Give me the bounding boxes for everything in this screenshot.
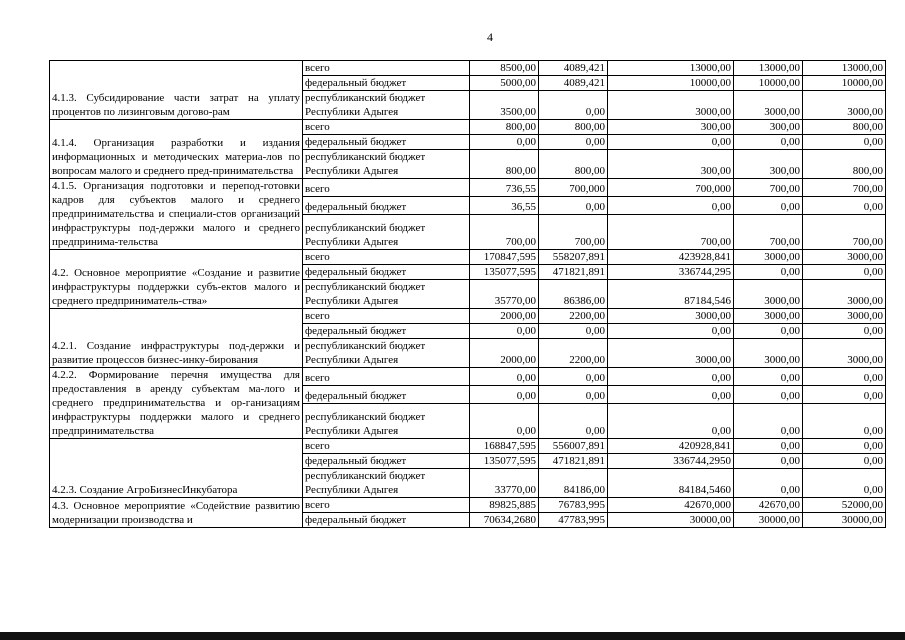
amount-cell: 3000,00 xyxy=(734,91,803,120)
amount-cell: 0,00 xyxy=(803,368,886,386)
program-name-cell: 4.1.3. Субсидирование части затрат на уплату процентов по лизинговым догово-рам xyxy=(50,61,303,120)
amount-cell: 135077,595 xyxy=(470,454,539,469)
funding-source-cell: федеральный бюджет xyxy=(303,76,470,91)
funding-source-cell: федеральный бюджет xyxy=(303,265,470,280)
amount-cell: 52000,00 xyxy=(803,498,886,513)
amount-cell: 3000,00 xyxy=(803,339,886,368)
amount-cell: 4089,421 xyxy=(539,61,608,76)
program-name-cell: 4.1.5. Организация подготовки и перепод-готовки кадров для субъектов малого и среднего предпринимательства и специали-стов организаций инфраструктуры под-держки малого и среднего предпринима-тельства xyxy=(50,179,303,250)
amount-cell: 0,00 xyxy=(539,197,608,215)
amount-cell: 0,00 xyxy=(803,386,886,404)
amount-cell: 8500,00 xyxy=(470,61,539,76)
amount-cell: 0,00 xyxy=(539,368,608,386)
funding-source-cell: федеральный бюджет xyxy=(303,513,470,528)
amount-cell: 89825,885 xyxy=(470,498,539,513)
program-name-cell: 4.3. Основное мероприятие «Содействие развитию модернизации производства и xyxy=(50,498,303,528)
amount-cell: 0,00 xyxy=(734,135,803,150)
amount-cell: 10000,00 xyxy=(803,76,886,91)
amount-cell: 33770,00 xyxy=(470,469,539,498)
funding-source-cell: всего xyxy=(303,250,470,265)
amount-cell: 30000,00 xyxy=(803,513,886,528)
amount-cell: 3000,00 xyxy=(803,91,886,120)
amount-cell: 700,000 xyxy=(539,179,608,197)
amount-cell: 3000,00 xyxy=(734,280,803,309)
amount-cell: 471821,891 xyxy=(539,454,608,469)
amount-cell: 0,00 xyxy=(803,135,886,150)
amount-cell: 0,00 xyxy=(608,135,734,150)
amount-cell: 300,00 xyxy=(734,120,803,135)
amount-cell: 0,00 xyxy=(803,439,886,454)
amount-cell: 0,00 xyxy=(539,135,608,150)
amount-cell: 47783,995 xyxy=(539,513,608,528)
funding-source-cell: всего xyxy=(303,309,470,324)
funding-source-cell: всего xyxy=(303,120,470,135)
funding-source-cell: федеральный бюджет xyxy=(303,324,470,339)
amount-cell: 700,00 xyxy=(734,215,803,250)
amount-cell: 13000,00 xyxy=(608,61,734,76)
amount-cell: 471821,891 xyxy=(539,265,608,280)
amount-cell: 35770,00 xyxy=(470,280,539,309)
amount-cell: 800,00 xyxy=(539,120,608,135)
table-row xyxy=(50,368,886,386)
amount-cell: 0,00 xyxy=(539,91,608,120)
amount-cell: 736,55 xyxy=(470,179,539,197)
table-row xyxy=(50,498,886,513)
amount-cell: 13000,00 xyxy=(734,61,803,76)
table-row xyxy=(50,309,886,324)
amount-cell: 84184,5460 xyxy=(608,469,734,498)
amount-cell: 3000,00 xyxy=(608,339,734,368)
funding-source-cell: всего xyxy=(303,368,470,386)
amount-cell: 135077,595 xyxy=(470,265,539,280)
amount-cell: 3500,00 xyxy=(470,91,539,120)
funding-source-cell: федеральный бюджет xyxy=(303,197,470,215)
funding-source-cell: республиканский бюджет Республики Адыгея xyxy=(303,215,470,250)
program-name-cell: 4.1.4. Организация разработки и издания информационных и методических материа-лов по вопросам малого и среднего пред-принимательства xyxy=(50,120,303,179)
funding-source-cell: республиканский бюджет Республики Адыгея xyxy=(303,91,470,120)
budget-table xyxy=(49,60,886,528)
amount-cell: 76783,995 xyxy=(539,498,608,513)
amount-cell: 3000,00 xyxy=(608,91,734,120)
amount-cell: 36,55 xyxy=(470,197,539,215)
program-name-cell: 4.2.3. Создание АгроБизнесИнкубатора xyxy=(50,439,303,498)
page-number: 4 xyxy=(487,30,493,44)
amount-cell: 0,00 xyxy=(470,368,539,386)
amount-cell: 0,00 xyxy=(734,439,803,454)
amount-cell: 0,00 xyxy=(608,404,734,439)
amount-cell: 84186,00 xyxy=(539,469,608,498)
table-row xyxy=(50,179,886,197)
amount-cell: 700,00 xyxy=(803,179,886,197)
amount-cell: 0,00 xyxy=(539,324,608,339)
funding-source-cell: республиканский бюджет Республики Адыгея xyxy=(303,339,470,368)
amount-cell: 42670,000 xyxy=(608,498,734,513)
amount-cell: 336744,295 xyxy=(608,265,734,280)
amount-cell: 3000,00 xyxy=(803,280,886,309)
table-row xyxy=(50,61,886,76)
funding-source-cell: всего xyxy=(303,498,470,513)
amount-cell: 3000,00 xyxy=(608,309,734,324)
amount-cell: 0,00 xyxy=(734,469,803,498)
amount-cell: 4089,421 xyxy=(539,76,608,91)
amount-cell: 3000,00 xyxy=(734,309,803,324)
amount-cell: 168847,595 xyxy=(470,439,539,454)
amount-cell: 0,00 xyxy=(734,324,803,339)
amount-cell: 700,00 xyxy=(608,215,734,250)
funding-source-cell: республиканский бюджет Республики Адыгея xyxy=(303,150,470,179)
amount-cell: 0,00 xyxy=(470,386,539,404)
table-row xyxy=(50,120,886,135)
funding-source-cell: всего xyxy=(303,179,470,197)
funding-source-cell: федеральный бюджет xyxy=(303,135,470,150)
amount-cell: 0,00 xyxy=(803,324,886,339)
amount-cell: 2000,00 xyxy=(470,339,539,368)
amount-cell: 336744,2950 xyxy=(608,454,734,469)
amount-cell: 10000,00 xyxy=(608,76,734,91)
amount-cell: 0,00 xyxy=(803,265,886,280)
amount-cell: 800,00 xyxy=(470,150,539,179)
amount-cell: 30000,00 xyxy=(608,513,734,528)
amount-cell: 86386,00 xyxy=(539,280,608,309)
amount-cell: 3000,00 xyxy=(803,250,886,265)
amount-cell: 0,00 xyxy=(608,197,734,215)
amount-cell: 30000,00 xyxy=(734,513,803,528)
program-name-cell: 4.2.2. Формирование перечня имущества для предоставления в аренду субъектам ма-лого и среднего предпринимательства и ор-ганизациям инфраструктуры поддержки малого и среднего предпринимательства xyxy=(50,368,303,439)
funding-source-cell: республиканский бюджет Республики Адыгея xyxy=(303,280,470,309)
table-row xyxy=(50,439,886,454)
amount-cell: 3000,00 xyxy=(734,339,803,368)
amount-cell: 10000,00 xyxy=(734,76,803,91)
amount-cell: 558207,891 xyxy=(539,250,608,265)
amount-cell: 70634,2680 xyxy=(470,513,539,528)
amount-cell: 0,00 xyxy=(734,404,803,439)
program-name-cell: 4.2. Основное мероприятие «Создание и развитие инфраструктуры поддержки субъ-ектов малого и среднего предприниматель-ства» xyxy=(50,250,303,309)
funding-source-cell: всего xyxy=(303,61,470,76)
amount-cell: 423928,841 xyxy=(608,250,734,265)
amount-cell: 0,00 xyxy=(470,404,539,439)
amount-cell: 0,00 xyxy=(803,469,886,498)
amount-cell: 700,00 xyxy=(803,215,886,250)
amount-cell: 5000,00 xyxy=(470,76,539,91)
amount-cell: 700,00 xyxy=(539,215,608,250)
amount-cell: 0,00 xyxy=(470,135,539,150)
amount-cell: 87184,546 xyxy=(608,280,734,309)
amount-cell: 3000,00 xyxy=(734,250,803,265)
table-row xyxy=(50,250,886,265)
amount-cell: 42670,00 xyxy=(734,498,803,513)
amount-cell: 556007,891 xyxy=(539,439,608,454)
amount-cell: 0,00 xyxy=(734,454,803,469)
amount-cell: 800,00 xyxy=(803,120,886,135)
amount-cell: 0,00 xyxy=(803,404,886,439)
funding-source-cell: республиканский бюджет Республики Адыгея xyxy=(303,469,470,498)
amount-cell: 0,00 xyxy=(734,386,803,404)
amount-cell: 300,00 xyxy=(734,150,803,179)
amount-cell: 420928,841 xyxy=(608,439,734,454)
amount-cell: 0,00 xyxy=(734,197,803,215)
amount-cell: 700,000 xyxy=(608,179,734,197)
amount-cell: 0,00 xyxy=(539,404,608,439)
amount-cell: 2200,00 xyxy=(539,309,608,324)
funding-source-cell: федеральный бюджет xyxy=(303,386,470,404)
amount-cell: 0,00 xyxy=(734,368,803,386)
amount-cell: 2200,00 xyxy=(539,339,608,368)
amount-cell: 0,00 xyxy=(608,368,734,386)
scan-edge xyxy=(0,632,905,640)
amount-cell: 700,00 xyxy=(734,179,803,197)
amount-cell: 0,00 xyxy=(539,386,608,404)
amount-cell: 800,00 xyxy=(470,120,539,135)
amount-cell: 170847,595 xyxy=(470,250,539,265)
amount-cell: 2000,00 xyxy=(470,309,539,324)
amount-cell: 300,00 xyxy=(608,150,734,179)
funding-source-cell: всего xyxy=(303,439,470,454)
amount-cell: 800,00 xyxy=(803,150,886,179)
amount-cell: 800,00 xyxy=(539,150,608,179)
amount-cell: 700,00 xyxy=(470,215,539,250)
amount-cell: 0,00 xyxy=(803,454,886,469)
amount-cell: 300,00 xyxy=(608,120,734,135)
funding-source-cell: республиканский бюджет Республики Адыгея xyxy=(303,404,470,439)
amount-cell: 0,00 xyxy=(608,324,734,339)
funding-source-cell: федеральный бюджет xyxy=(303,454,470,469)
amount-cell: 0,00 xyxy=(734,265,803,280)
program-name-cell: 4.2.1. Создание инфраструктуры под-держки и развитие процессов бизнес-инку-бирования xyxy=(50,309,303,368)
amount-cell: 3000,00 xyxy=(803,309,886,324)
amount-cell: 13000,00 xyxy=(803,61,886,76)
amount-cell: 0,00 xyxy=(608,386,734,404)
amount-cell: 0,00 xyxy=(803,197,886,215)
amount-cell: 0,00 xyxy=(470,324,539,339)
